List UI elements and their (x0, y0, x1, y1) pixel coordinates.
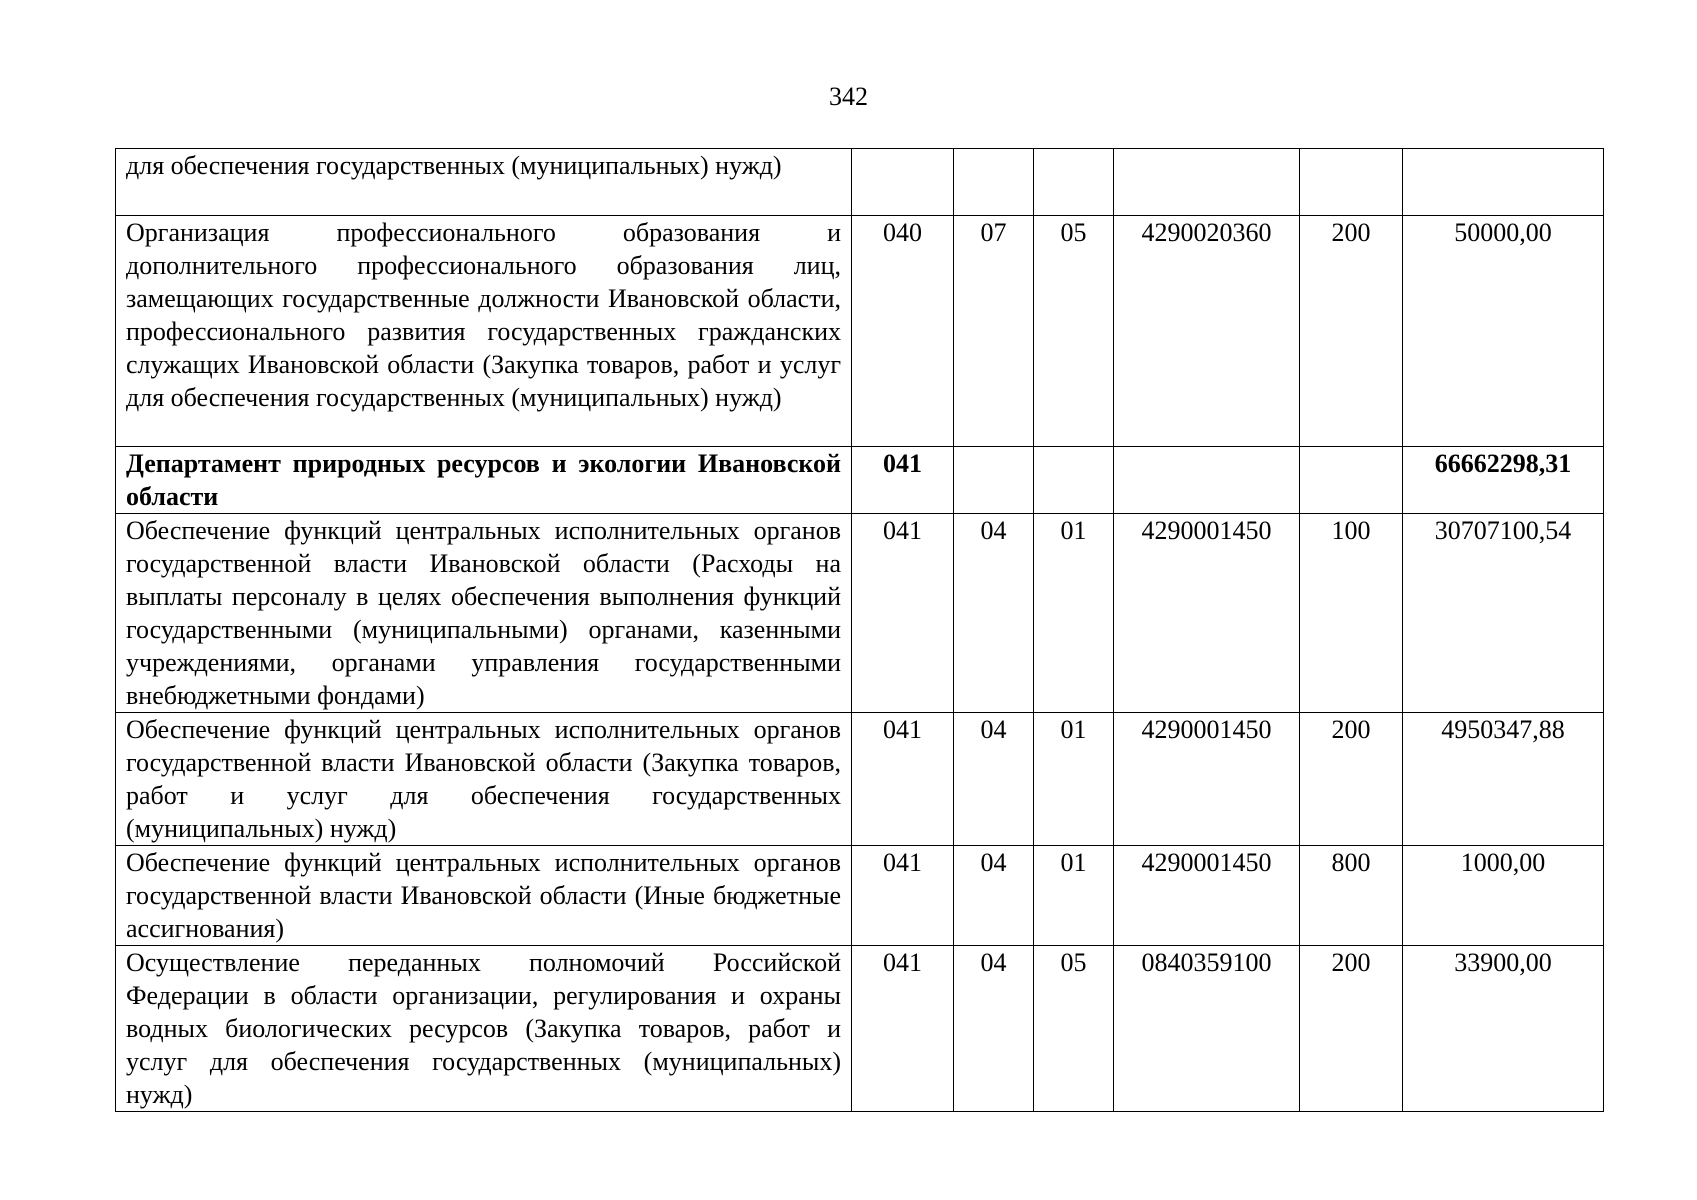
section-code-cell: 04 (954, 846, 1034, 946)
table-row (116, 846, 1604, 946)
table-row (116, 216, 1604, 447)
section-code-cell (954, 447, 1034, 514)
subsection-code-cell (1034, 149, 1114, 216)
subsection-code-cell (1034, 447, 1114, 514)
target-article-cell: 4290020360 (1114, 216, 1300, 447)
subsection-code-cell: 01 (1034, 846, 1114, 946)
page-number: 342 (829, 82, 868, 111)
expense-type-cell: 100 (1300, 514, 1403, 713)
table-row (116, 149, 1604, 216)
subsection-code-cell: 01 (1034, 514, 1114, 713)
ministry-code-cell: 041 (852, 514, 954, 713)
expense-type-cell: 800 (1300, 846, 1403, 946)
expense-name-cell: Обеспечение функций центральных исполнительных органов государственной власти Ивановской области (Иные бюджетные ассигнования) (116, 846, 852, 946)
target-article-cell (1114, 149, 1300, 216)
expense-name-cell: Обеспечение функций центральных исполнительных органов государственной власти Ивановской области (Расходы на выплаты персоналу в целях обеспечения выполнения функций государственными (муниципальными) органами, казенными учреждениями, органами управления государственными внебюджетными фондами) (116, 514, 852, 713)
target-article-cell (1114, 447, 1300, 514)
ministry-code-cell: 041 (852, 846, 954, 946)
expense-type-cell: 200 (1300, 713, 1403, 846)
section-code-cell: 04 (954, 946, 1034, 1112)
expense-type-cell: 200 (1300, 216, 1403, 447)
target-article-cell: 4290001450 (1114, 713, 1300, 846)
section-code-cell: 07 (954, 216, 1034, 447)
section-code-cell: 04 (954, 713, 1034, 846)
amount-cell: 30707100,54 (1403, 514, 1604, 713)
target-article-cell: 4290001450 (1114, 514, 1300, 713)
expense-name-cell: Департамент природных ресурсов и экологии Ивановской области (116, 447, 852, 514)
amount-cell: 1000,00 (1403, 846, 1604, 946)
ministry-code-cell (852, 149, 954, 216)
target-article-cell: 0840359100 (1114, 946, 1300, 1112)
amount-cell: 66662298,31 (1403, 447, 1604, 514)
subsection-code-cell: 05 (1034, 216, 1114, 447)
ministry-code-cell: 041 (852, 447, 954, 514)
section-code-cell: 04 (954, 514, 1034, 713)
ministry-code-cell: 041 (852, 713, 954, 846)
amount-cell: 50000,00 (1403, 216, 1604, 447)
subsection-code-cell: 01 (1034, 713, 1114, 846)
budget-table (115, 148, 1604, 1112)
table-row (116, 447, 1604, 514)
expense-type-cell: 200 (1300, 946, 1403, 1112)
table-row (116, 946, 1604, 1112)
ministry-code-cell: 041 (852, 946, 954, 1112)
expense-name-cell: для обеспечения государственных (муниципальных) нужд) (116, 149, 852, 216)
table-row (116, 713, 1604, 846)
table-row (116, 514, 1604, 713)
expense-name-cell: Обеспечение функций центральных исполнительных органов государственной власти Ивановской области (Закупка товаров, работ и услуг для обеспечения государственных (муниципальных) нужд) (116, 713, 852, 846)
target-article-cell: 4290001450 (1114, 846, 1300, 946)
section-code-cell (954, 149, 1034, 216)
amount-cell: 4950347,88 (1403, 713, 1604, 846)
expense-name-cell: Осуществление переданных полномочий Российской Федерации в области организации, регулирования и охраны водных биологических ресурсов (Закупка товаров, работ и услуг для обеспечения государственных (муниципальных) нужд) (116, 946, 852, 1112)
amount-cell: 33900,00 (1403, 946, 1604, 1112)
amount-cell (1403, 149, 1604, 216)
expense-type-cell (1300, 447, 1403, 514)
expense-type-cell (1300, 149, 1403, 216)
ministry-code-cell: 040 (852, 216, 954, 447)
expense-name-cell: Организация профессионального образования и дополнительного профессионального образования лиц, замещающих государственные должности Ивановской области, профессионального развития государственных гражданских служащих Ивановской области (Закупка товаров, работ и услуг для обеспечения государственных (муниципальных) нужд) (116, 216, 852, 447)
subsection-code-cell: 05 (1034, 946, 1114, 1112)
